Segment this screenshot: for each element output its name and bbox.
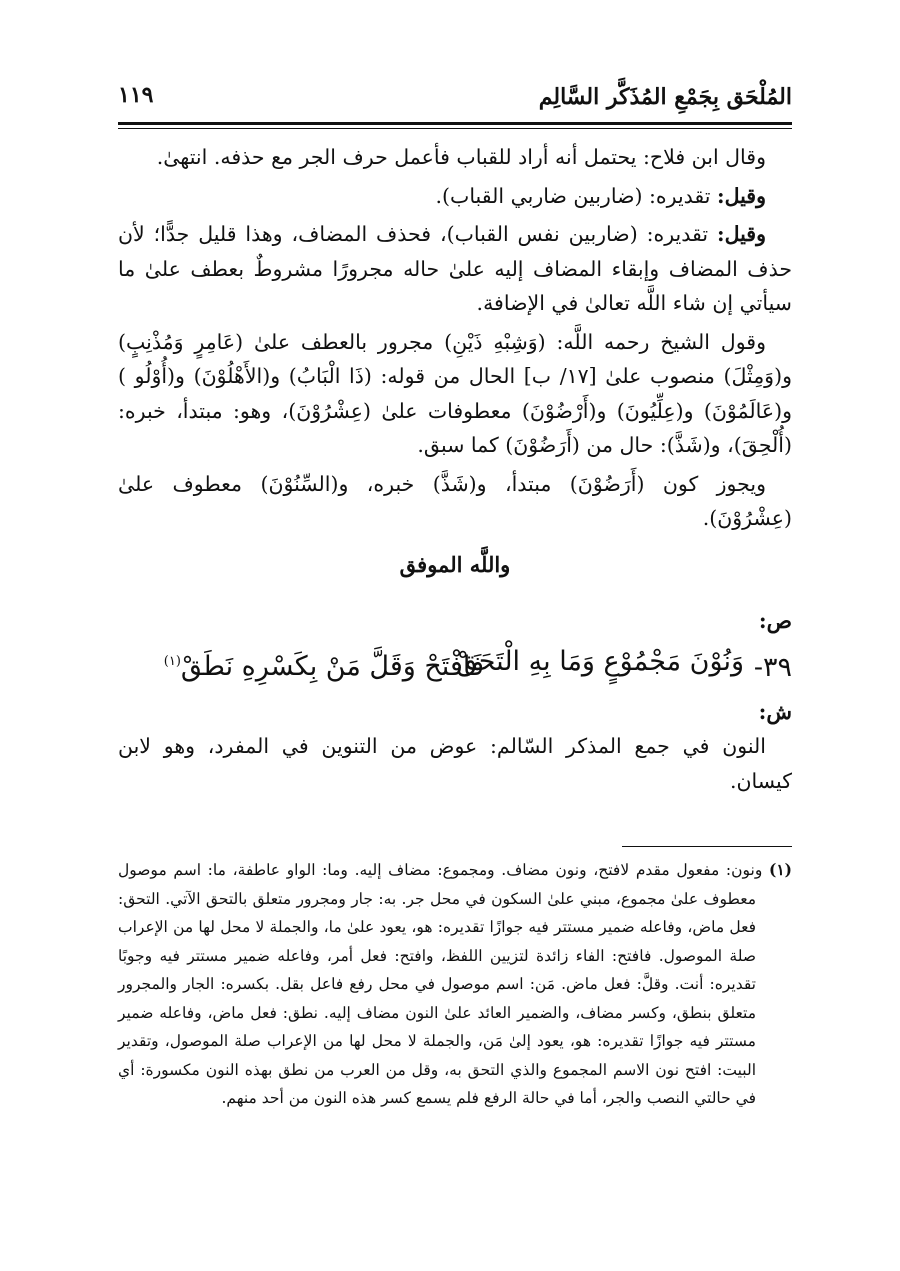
verse-number: ٣٩- [753,651,792,683]
page-header [118,78,792,118]
paragraph-text: تقديره: (ضاربين نفس القباب)، فحذف المضاف، وهذا قليل جدًّا؛ لأن حذف المضاف وإبقاء المضاف إليه علىٰ حاله مجرورًا مشروطٌ بعطف علىٰ ما سيأتي إن شاء اللَّه تعالىٰ في الإضافة. [118,222,792,315]
footnotes [118,856,792,1113]
footnote-marker: (١) [768,860,792,879]
text-label-sad: ص: [758,608,792,633]
footnote-separator [622,846,792,847]
footnote-reference: (١) [163,653,181,669]
paragraph-lead: وقيل: [717,183,766,208]
verse-hemistich-second [164,645,484,685]
footnote-text: ونون: مفعول مقدم لافتح، ونون مضاف. ومجموع: مضاف إليه. وما: الواو عاطفة، ما: اسم موصول معطوف علىٰ مجموع، مبني علىٰ السكون في محل جر. به: جار ومجرور متعلق بالتحق الآتي. التحق: فعل ماض، وفاعله ضمير مستتر فيه جوازًا تقديره: هو، يعود علىٰ ما، والجملة لا محل لها من الإعراب صلة الموصول. فافتح: الفاء زائدة لتزيين اللفظ، وافتح: فعل أمر، وفاعله ضمير مستتر فيه وجوبًا تقديره: أنت. وقلَّ: فعل ماض. مَن: اسم موصول في محل رفع فاعل بقل. بكسره: الجار والمجرور متعلق بنطق، وكسر مضاف، والضمير العائد علىٰ النون مضاف إليه. نطق: فعل ماض، وفاعله ضمير مستتر فيه جوازًا تقديره: هو، يعود إلىٰ مَن، والجملة لا محل لها من الإعراب صلة الموصول، وتقدير البيت: افتح نون الاسم المجموع والذي التحق به، وقل من العرب من نطق بهذه النون مكسورة: أي في حالتي النصب والجر، أما في حالة الرفع فلم يسمع كسر هذه النون من أحد منهم. [118,861,769,1107]
paragraph-lead: وقيل: [717,222,766,246]
paragraph-text: تقديره: (ضاربين ضاربي القباب). [435,183,718,208]
paragraph: ويجوز كون (أَرَضُوْنَ) مبتدأ، و(شَذَّ) خبره، و(السِّنُوْنَ) معطوف علىٰ (عِشْرُوْنَ). [118,471,792,530]
page-number: ١١٩ [118,82,154,108]
closing-phrase: واللَّه الموفق [399,551,511,577]
header-rule-thick [118,122,792,125]
paragraph: النون في جمع المذكر السّالم: عوض من التنوين في المفرد، وهو لابن كيسان. [118,734,792,793]
header-rule-thin [118,128,792,129]
verse-hemistich-first: وَنُوْنَ مَجْمُوْعٍ وَمَا بِهِ الْتَحَقْ [456,645,744,677]
poem-verse [118,645,792,691]
main-text [118,140,792,802]
commentary-label-shin: ش: [758,698,792,724]
running-title: المُلْحَق بِجَمْعِ المُذَكَّر السَّالِم [538,84,792,110]
paragraph: وقال ابن فلاح: يحتمل أنه أراد للقباب فأعمل حرف الجر مع حذفه. انتهىٰ. [156,145,766,169]
paragraph [118,179,792,214]
paragraph: وقول الشيخ رحمه اللَّه: (وَشِبْهِ ذَيْنِ) مجرور بالعطف علىٰ (عَامِرٍ وَمُذْنِبٍ) و(وَمِثْلَ) منصوب علىٰ [١٧/ ب] الحال من قوله: (ذَا الْبَابُ) و(الأَهْلُوْنَ) و(أُوْلُو ) و(عَالَمُوْنَ) و(عِلِّيُونَ) و(أَرْضُوْنَ) معطوفات علىٰ (عِشْرُوْنَ)، وهو: مبتدأ، خبره: (أُلْحِقَ)، و(شَذَّ): حال من (أَرَضُوْنَ) كما سبق. [118,329,792,457]
footnote [118,856,792,1113]
paragraph [118,217,792,321]
verse-hemistich-second-text: فَافْتَحْ وَقَلَّ مَنْ بِكَسْرِهِ نَطَقْ [180,650,484,682]
